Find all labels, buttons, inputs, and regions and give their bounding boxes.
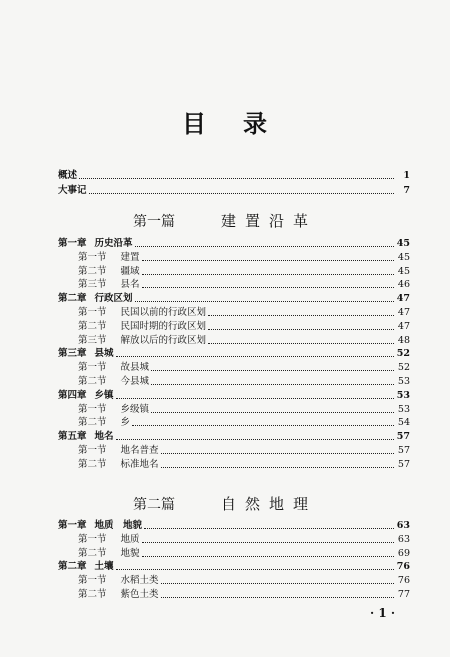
leader-dots <box>208 326 394 330</box>
toc-section-entry[interactable] <box>78 416 410 429</box>
toc-chapter-entry[interactable] <box>58 237 410 250</box>
entry-title: 土壤 <box>94 561 114 573</box>
entry-title: 地貌 <box>120 547 140 559</box>
entry-title: 民国时期的行政区划 <box>120 320 207 332</box>
entry-label <box>78 416 130 429</box>
toc-section-entry[interactable] <box>78 320 410 333</box>
leader-dots <box>151 409 394 413</box>
entry-page: 57 <box>397 445 410 456</box>
title-char-1: 目 <box>182 109 207 138</box>
entry-label <box>58 519 142 532</box>
entry-page: 47 <box>397 307 410 318</box>
entry-number: 第二节 <box>78 376 107 387</box>
entry-label <box>78 278 140 291</box>
leader-dots <box>135 298 394 302</box>
entry-page: 46 <box>397 279 410 291</box>
entry-label <box>78 444 159 457</box>
entry-page: 63 <box>396 520 410 531</box>
entry-title: 今县城 <box>120 376 150 387</box>
entry-label <box>58 560 114 573</box>
entry-label <box>78 375 149 388</box>
title-char-2: 录 <box>243 109 268 138</box>
leader-dots <box>116 395 394 399</box>
entry-number: 第五章 <box>58 431 87 443</box>
toc-section-entry[interactable] <box>78 574 410 587</box>
entry-label <box>78 320 206 333</box>
entry-title: 大事记 <box>58 185 87 196</box>
entry-number: 第一节 <box>78 307 107 318</box>
entry-number: 第一节 <box>78 575 107 587</box>
leader-dots <box>135 243 394 247</box>
toc-section-entry[interactable] <box>78 547 410 560</box>
part-name: 自然地理 <box>220 495 317 513</box>
entry-title: 乡镇 <box>94 389 114 401</box>
entry-number: 第三节 <box>78 279 107 291</box>
entry-title: 历史沿革 <box>94 238 133 249</box>
entry-page: 45 <box>397 265 410 277</box>
entry-page: 53 <box>397 403 410 415</box>
toc-section-entry[interactable] <box>78 306 410 319</box>
toc-section-entry[interactable] <box>78 403 410 416</box>
entry-title: 乡级镇 <box>120 403 150 415</box>
entry-title: 地名普查 <box>120 445 159 456</box>
entry-label <box>58 292 133 305</box>
leader-dots <box>144 525 394 529</box>
leader-dots <box>161 594 394 598</box>
entry-page: 76 <box>396 561 410 573</box>
entry-label <box>58 389 114 402</box>
entry-title: 地质 地貌 <box>94 520 143 531</box>
toc-chapter-entry[interactable] <box>58 430 410 443</box>
entry-title: 县名 <box>120 279 140 291</box>
entry-number: 第一节 <box>78 362 107 374</box>
leader-dots <box>161 464 394 468</box>
entry-number: 第一节 <box>78 445 107 456</box>
entry-page: 1 <box>403 170 410 181</box>
entry-label <box>58 430 114 443</box>
entry-number: 第二节 <box>78 320 107 332</box>
toc-section-entry[interactable] <box>78 278 410 291</box>
leader-dots <box>142 271 394 275</box>
entry-label <box>78 265 140 278</box>
entry-label <box>78 458 159 471</box>
leader-dots <box>116 566 394 570</box>
toc-chapter-entry[interactable] <box>58 389 410 402</box>
entry-label <box>78 334 206 347</box>
toc-section-entry[interactable] <box>78 588 410 601</box>
part-label: 第二篇 <box>132 497 175 513</box>
entry-page: 76 <box>397 575 410 587</box>
entry-title: 乡 <box>120 417 131 429</box>
toc-entry-overview[interactable] <box>58 169 410 182</box>
entry-page: 52 <box>396 348 410 360</box>
leader-dots <box>89 190 394 194</box>
entry-label <box>78 574 159 587</box>
entry-number: 第二节 <box>78 458 107 470</box>
entry-page: 45 <box>397 251 410 263</box>
entry-title: 解放以后的行政区划 <box>120 334 207 346</box>
leader-dots <box>208 312 394 316</box>
leader-dots <box>151 381 394 385</box>
leader-dots <box>142 553 394 557</box>
leader-dots <box>116 436 394 440</box>
entry-number: 第二章 <box>58 561 87 573</box>
part-label: 第一篇 <box>132 214 175 230</box>
entry-number: 第三章 <box>58 348 87 360</box>
toc-chapter-entry[interactable] <box>58 560 410 573</box>
entry-page: 57 <box>397 458 410 470</box>
entry-label <box>78 403 149 416</box>
entry-number: 第二节 <box>78 265 107 277</box>
entry-number: 第一节 <box>78 403 107 415</box>
leader-dots <box>142 539 394 543</box>
entry-page: 53 <box>397 376 410 387</box>
entry-label <box>78 306 206 319</box>
entry-number: 第二节 <box>78 417 107 429</box>
entry-title: 疆域 <box>120 265 140 277</box>
entry-label <box>78 251 140 264</box>
entry-title: 民国以前的行政区划 <box>120 307 207 318</box>
entry-label <box>78 588 159 601</box>
entry-page: 63 <box>397 533 410 545</box>
entry-title: 地名 <box>94 431 114 443</box>
entry-title: 地质 <box>120 533 140 545</box>
entry-page: 54 <box>397 417 410 429</box>
entry-page: 47 <box>397 320 410 332</box>
entry-title: 水稻土类 <box>120 575 159 587</box>
part-heading-2 <box>0 493 450 514</box>
toc-chapter-entry[interactable] <box>58 519 410 532</box>
part-heading-1 <box>0 210 450 231</box>
toc-section-entry[interactable] <box>78 375 410 388</box>
entry-page: 69 <box>397 547 410 559</box>
entry-page: 57 <box>396 431 410 443</box>
entry-page: 53 <box>396 389 410 401</box>
toc-section-entry[interactable] <box>78 361 410 374</box>
leader-dots <box>142 257 394 261</box>
entry-page: 77 <box>397 589 410 600</box>
toc-section-entry[interactable] <box>78 265 410 278</box>
leader-dots <box>151 367 394 371</box>
toc-section-entry[interactable] <box>78 458 410 471</box>
entry-number: 第一节 <box>78 251 107 263</box>
toc-section-entry[interactable] <box>78 444 410 457</box>
entry-label <box>58 347 114 360</box>
entry-number: 第二节 <box>78 547 107 559</box>
page-number: · 1 · <box>370 606 396 620</box>
entry-number: 第二节 <box>78 589 107 600</box>
entry-page: 7 <box>403 185 410 196</box>
page-title <box>0 104 450 139</box>
entry-number: 第四章 <box>58 389 87 401</box>
part-name: 建置沿革 <box>220 212 317 230</box>
entry-label <box>78 361 149 374</box>
entry-title: 标准地名 <box>120 458 159 470</box>
toc-chapter-entry[interactable] <box>58 347 410 360</box>
entry-number: 第一章 <box>58 520 87 531</box>
toc-section-entry[interactable] <box>78 251 410 264</box>
toc-chapter-entry[interactable] <box>58 292 410 305</box>
entry-page: 48 <box>397 334 410 346</box>
leader-dots <box>161 450 394 454</box>
leader-dots <box>132 422 394 426</box>
entry-label <box>78 547 140 560</box>
toc-section-entry[interactable] <box>78 334 410 347</box>
entry-title: 县城 <box>94 348 114 360</box>
entry-title: 故县城 <box>120 362 150 374</box>
entry-title: 紫色土类 <box>120 589 159 600</box>
entry-title: 概述 <box>58 170 78 181</box>
leader-dots <box>79 175 394 179</box>
entry-page: 45 <box>396 238 410 249</box>
entry-number: 第一章 <box>58 238 87 249</box>
toc-entry-chronicle[interactable] <box>58 184 410 197</box>
leader-dots <box>116 353 394 357</box>
entry-number: 第一节 <box>78 533 107 545</box>
entry-label <box>58 237 133 250</box>
entry-number: 第二章 <box>58 293 87 305</box>
entry-page: 47 <box>396 293 410 305</box>
leader-dots <box>208 340 394 344</box>
entry-number: 第三节 <box>78 334 107 346</box>
entry-label <box>78 533 140 546</box>
entry-title: 行政区划 <box>94 293 133 305</box>
leader-dots <box>161 580 394 584</box>
leader-dots <box>142 284 394 288</box>
toc-section-entry[interactable] <box>78 533 410 546</box>
entry-page: 52 <box>397 362 410 374</box>
entry-title: 建置 <box>120 251 140 263</box>
